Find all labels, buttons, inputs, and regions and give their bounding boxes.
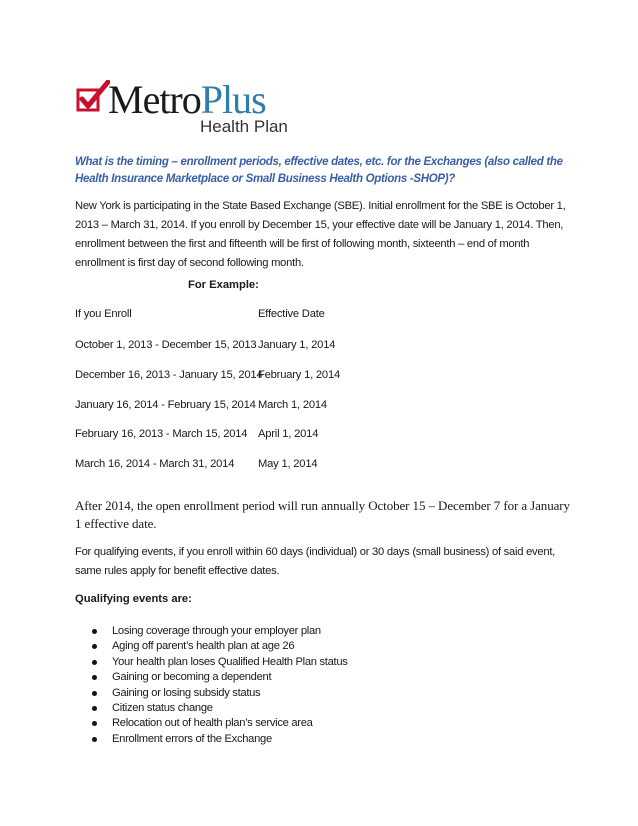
table-header-row	[75, 308, 395, 324]
list-item: Relocation out of health plan’s service area	[92, 716, 348, 731]
row-enroll: January 16, 2014 - February 15, 2014	[75, 399, 256, 411]
row-enroll: October 1, 2013 - December 15, 2013	[75, 339, 257, 351]
table-row	[75, 428, 395, 444]
list-item: Gaining or losing subsidy status	[92, 686, 348, 701]
qualifying-events-title: Qualifying events are:	[75, 593, 192, 605]
row-effective: April 1, 2014	[258, 428, 319, 440]
table-row	[75, 369, 395, 385]
table-row	[75, 399, 395, 415]
list-item: Citizen status change	[92, 701, 348, 716]
checkbox-check-icon	[76, 80, 110, 114]
logo-subtitle: Health Plan	[200, 117, 288, 136]
annual-enrollment-paragraph: After 2014, the open enrollment period will run annually October 15 – December 7 for a January 1 effective date.	[75, 498, 570, 531]
table-row	[75, 339, 395, 355]
row-effective: January 1, 2014	[258, 339, 336, 351]
row-effective: March 1, 2014	[258, 399, 327, 411]
logo-wordmark	[108, 77, 266, 122]
list-item: Your health plan loses Qualified Health Plan status	[92, 655, 348, 670]
list-item: Aging off parent’s health plan at age 26	[92, 639, 348, 654]
question-heading: What is the timing – enrollment periods, effective dates, etc. for the Exchanges (also called the Health Insurance Marketplace or Small Business Health Options -SHOP)?	[75, 156, 563, 185]
row-enroll: March 16, 2014 - March 31, 2014	[75, 458, 235, 470]
qualifying-paragraph: For qualifying events, if you enroll within 60 days (individual) or 30 days (small business) of said event, same rules apply for benefit effective dates.	[75, 546, 556, 577]
row-enroll: December 16, 2013 - January 15, 2014	[75, 369, 263, 381]
logo-plus: Plus	[200, 77, 266, 122]
list-item: Losing coverage through your employer plan	[92, 624, 348, 639]
for-example-label: For Example:	[188, 279, 259, 291]
header-enroll: If you Enroll	[75, 308, 132, 320]
header-effective: Effective Date	[258, 308, 325, 320]
table-row	[75, 458, 395, 474]
list-item: Enrollment errors of the Exchange	[92, 732, 348, 747]
intro-paragraph: New York is participating in the State Based Exchange (SBE). Initial enrollment for the SBE is October 1, 2013 – March 31, 2014. If you enroll by December 15, your effective date will be January 1, 2014. Then, enrollment between the first and fifteenth will be first of following month, sixteenth – end of month enrollment is first day of second following month.	[75, 200, 566, 269]
row-enroll: February 16, 2013 - March 15, 2014	[75, 428, 248, 440]
qualifying-events-list	[92, 624, 348, 747]
list-item: Gaining or becoming a dependent	[92, 670, 348, 685]
row-effective: February 1, 2014	[258, 369, 341, 381]
row-effective: May 1, 2014	[258, 458, 318, 470]
metroplus-logo	[76, 77, 306, 140]
logo-metro: Metro	[108, 77, 201, 122]
